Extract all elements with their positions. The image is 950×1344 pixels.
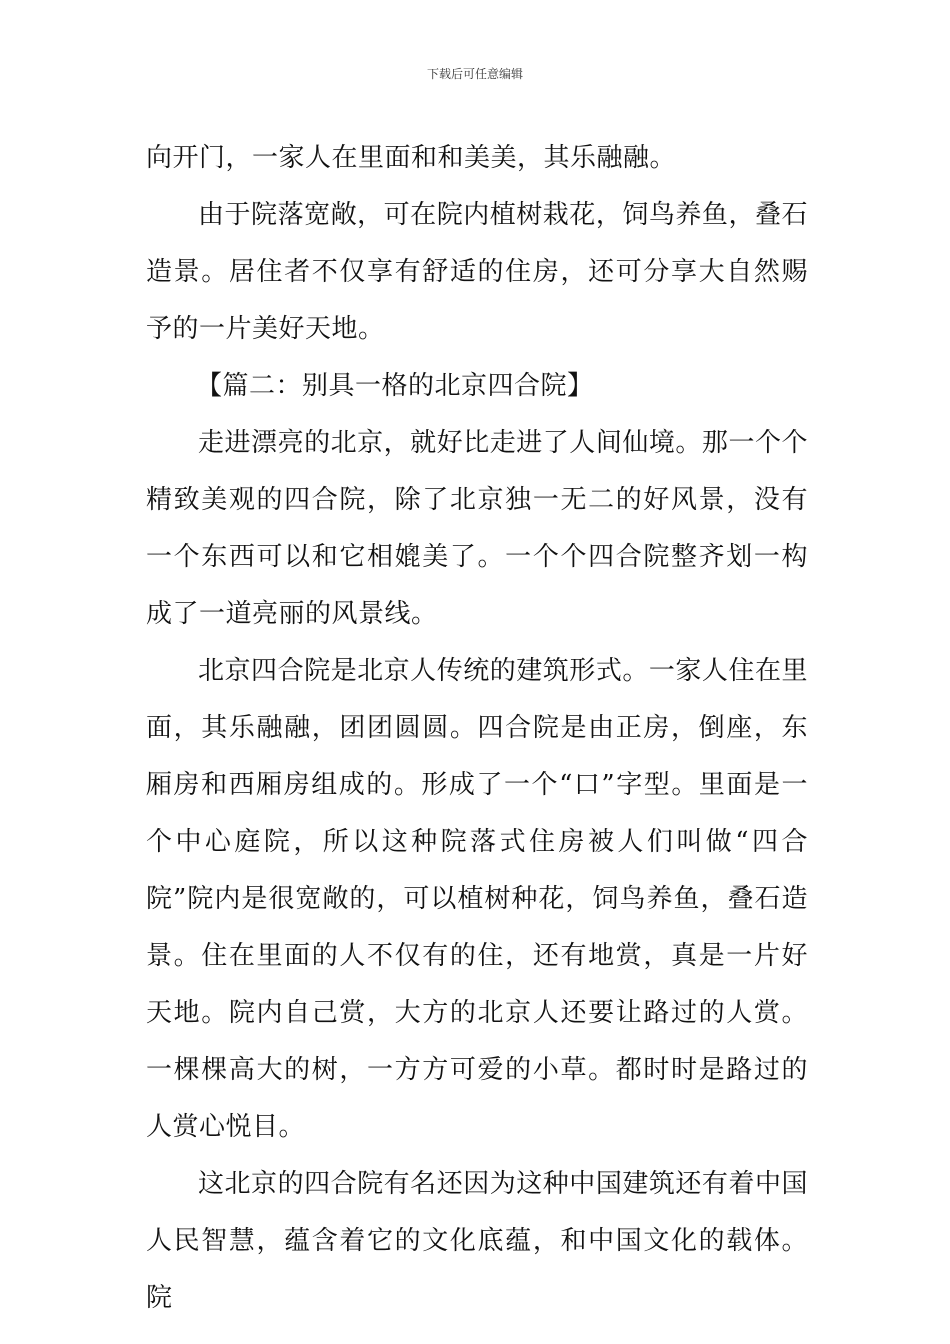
paragraph-courtyard-space: 由于院落宽敞，可在院内植树栽花，饲鸟养鱼，叠石造景。居住者不仅享有舒适的住房，还可分享大自然赐予的一片美好天地。 — [146, 200, 808, 344]
document-body — [146, 130, 808, 1327]
paragraph-culture: 这北京的四合院有名还因为这种中国建筑还有着中国人民智慧，蕴含着它的文化底蕴，和中国文化的载体。院 — [146, 1169, 808, 1313]
paragraph-intro: 走进漂亮的北京，就好比走进了人间仙境。那一个个精致美观的四合院，除了北京独一无二的好风景，没有一个东西可以和它相媲美了。一个个四合院整齐划一构成了一道亮丽的风景线。 — [146, 428, 808, 629]
paragraph-continuation: 向开门，一家人在里面和和美美，其乐融融。 — [146, 143, 677, 173]
page-header-note: 下载后可任意编辑 — [426, 67, 523, 81]
section-title: 【篇二：别具一格的北京四合院】 — [196, 371, 594, 401]
paragraph-structure: 北京四合院是北京人传统的建筑形式。一家人住在里面，其乐融融，团团圆圆。四合院是由正房，倒座，东厢房和西厢房组成的。形成了一个“口”字型。里面是一个中心庭院，所以这种院落式住房被人们叫做“四合院”院内是很宽敞的，可以植树种花，饲鸟养鱼，叠石造景。住在里面的人不仅有的住，还有地赏，真是一片好天地。院内自己赏，大方的北京人还要让路过的人赏。一棵棵高大的树，一方方可爱的小草。都时时是路过的人赏心悦目。 — [146, 656, 808, 1142]
